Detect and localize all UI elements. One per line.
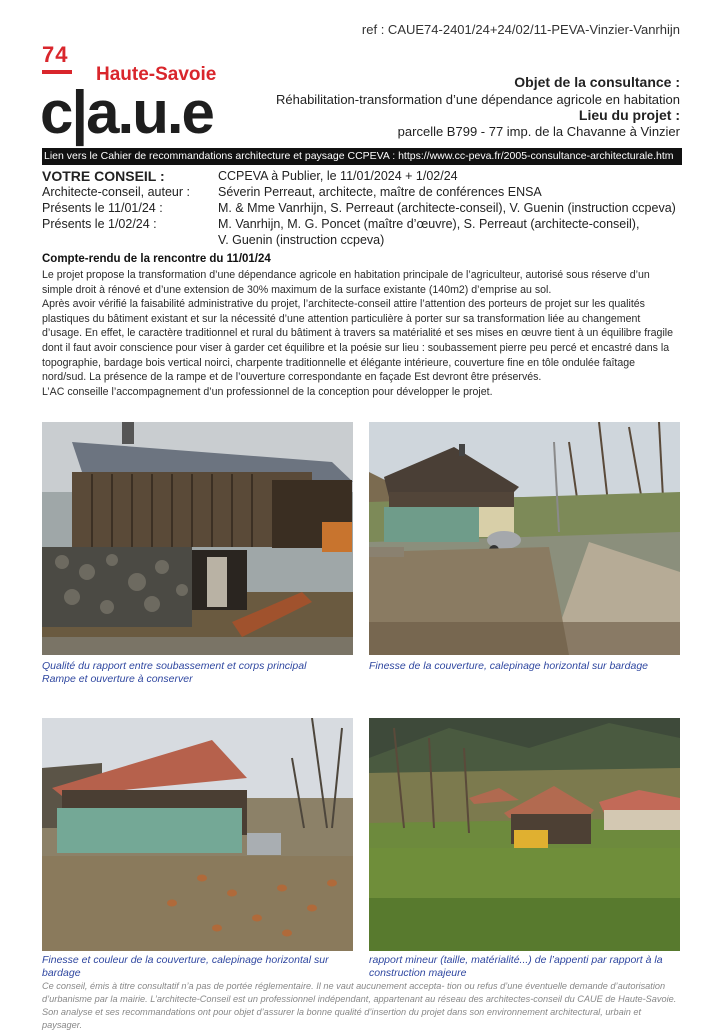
recommendations-link[interactable]: Lien vers le Cahier de recommandations architecture et paysage CCPEVA : https://www.cc-peva.fr/2005-consultance-architecturale.htm <box>42 148 682 165</box>
compte-rendu-title: Compte-rendu de la rencontre du 11/01/24 <box>42 253 271 265</box>
logo-accent-bar <box>42 70 72 74</box>
photo-barn-red-roof-image <box>42 718 353 951</box>
photo-barn-stone-base-image <box>42 422 353 655</box>
present-2-value <box>218 216 676 248</box>
conseil-date: CCPEVA à Publier, le 11/01/2024 + 1/02/24 <box>218 169 458 183</box>
caption-photo-3 <box>42 954 362 980</box>
author-value: Séverin Perreaut, architecte, maître de conférences ENSA <box>218 185 542 199</box>
caption-line: construction majeure <box>369 967 467 979</box>
paragraph: Après avoir vérifié la faisabilité administrative du projet, l’architecte-conseil attire l’attention des porteurs de projet sur les qualités plastiques du bâtiment existant et sur la nécessité d’une attention particulière à porter sur sa transformation liée au changement d’usage. En effet, le caractère traditionnel et rural du bâtiment à travers sa matérialité et ses mises en œuvre tient à un équilibre fragile dont il faut avoir conscience pour viser à garder cet équilibre et la poésie sur lieu : soubassement pierre peu percé et encastré dans la topographie, bardage bois vertical noirci, charpente traditionnelle et élégante intérieure, couverture fine en tôle ondulée faîtage nord/sud. La présence de la rampe et de l’ouverture correspondante en façade Est devront être préservés. <box>42 298 674 384</box>
lieu-label: Lieu du projet : <box>578 107 680 123</box>
conseil-row <box>42 216 676 248</box>
author-label: Architecte-conseil, auteur : <box>42 185 190 199</box>
caption-photo-1 <box>42 660 362 686</box>
photo-barn-road-image <box>369 422 680 655</box>
compte-rendu-body <box>42 268 682 399</box>
logo-region: Haute-Savoie <box>96 64 217 85</box>
caue-logo: c|a.u.e <box>40 79 213 146</box>
present-2-line-2: V. Guenin (instruction ccpeva) <box>218 233 385 247</box>
conseil-row <box>42 200 676 216</box>
lieu-value: parcelle B799 - 77 imp. de la Chavanne à Vinzier <box>397 124 680 139</box>
present-2-label: Présents le 1/02/24 : <box>42 217 157 231</box>
photo-barn-stone-base <box>42 422 353 655</box>
conseil-row <box>42 168 676 184</box>
paragraph: L’AC conseille l’accompagnement d’un professionnel de la conception pour développer le projet. <box>42 385 493 398</box>
logo-department-number: 74 <box>42 42 69 67</box>
caption-line: bardage <box>42 967 81 979</box>
conseil-block <box>42 168 680 248</box>
conseil-title: VOTRE CONSEIL : <box>42 168 165 184</box>
caption-photo-4 <box>369 954 689 980</box>
disclaimer-footer: Ce conseil, émis à titre consultatif n’a pas de portée réglementaire. Il ne vaut aucunement accepta- tion ou refus d’une éventuelle demande d’autorisation d’urbanisme par la mairie. L’architecte-Conseil est un professionnel indépendant, appartenant au réseau des architectes-conseil du CAUE de Haute-Savoie. Son analyse et ses recommandations ont pour objet d’assurer la bonne qualité d’insertion du projet dans son environnement architectural, urbain et paysager. <box>42 981 677 1030</box>
present-1-value: M. & Mme Vanrhijn, S. Perreaut (architecte-conseil), V. Guenin (instruction ccpeva) <box>218 201 676 215</box>
present-1-label: Présents le 11/01/24 : <box>42 201 163 215</box>
caption-line: rapport mineur (taille, matérialité...) de l’appenti par rapport à la <box>369 954 663 966</box>
caption-line: Rampe et ouverture à conserver <box>42 673 193 685</box>
conseil-row <box>42 184 676 200</box>
reference-code: ref : CAUE74-2401/24+24/02/11-PEVA-Vinzier-Vanrhijn <box>361 22 680 37</box>
present-2-line-1: M. Vanrhijn, M. G. Poncet (maître d’œuvre), S. Perreaut (architecte-conseil), <box>218 217 640 231</box>
objet-value: Réhabilitation-transformation d’une dépendance agricole en habitation <box>276 92 680 107</box>
photo-village-landscape-image <box>369 718 680 951</box>
photo-barn-road <box>369 422 680 655</box>
paragraph: Le projet propose la transformation d’une dépendance agricole en habitation principale de l’agriculteur, autorisé sous réserve d’un simple droit à rénové et d’une extension de 30% maximum de la surface existante (140m2) d’emprise au sol. <box>42 269 650 296</box>
photo-barn-red-roof <box>42 718 353 951</box>
photo-village-landscape <box>369 718 680 951</box>
caption-photo-2 <box>369 660 689 673</box>
objet-label: Objet de la consultance : <box>514 74 680 90</box>
caption-line: Finesse de la couverture, calepinage horizontal sur bardage <box>369 660 649 672</box>
caption-line: Finesse et couleur de la couverture, calepinage horizontal sur <box>42 954 329 966</box>
caption-line: Qualité du rapport entre soubassement et corps principal <box>42 660 307 672</box>
